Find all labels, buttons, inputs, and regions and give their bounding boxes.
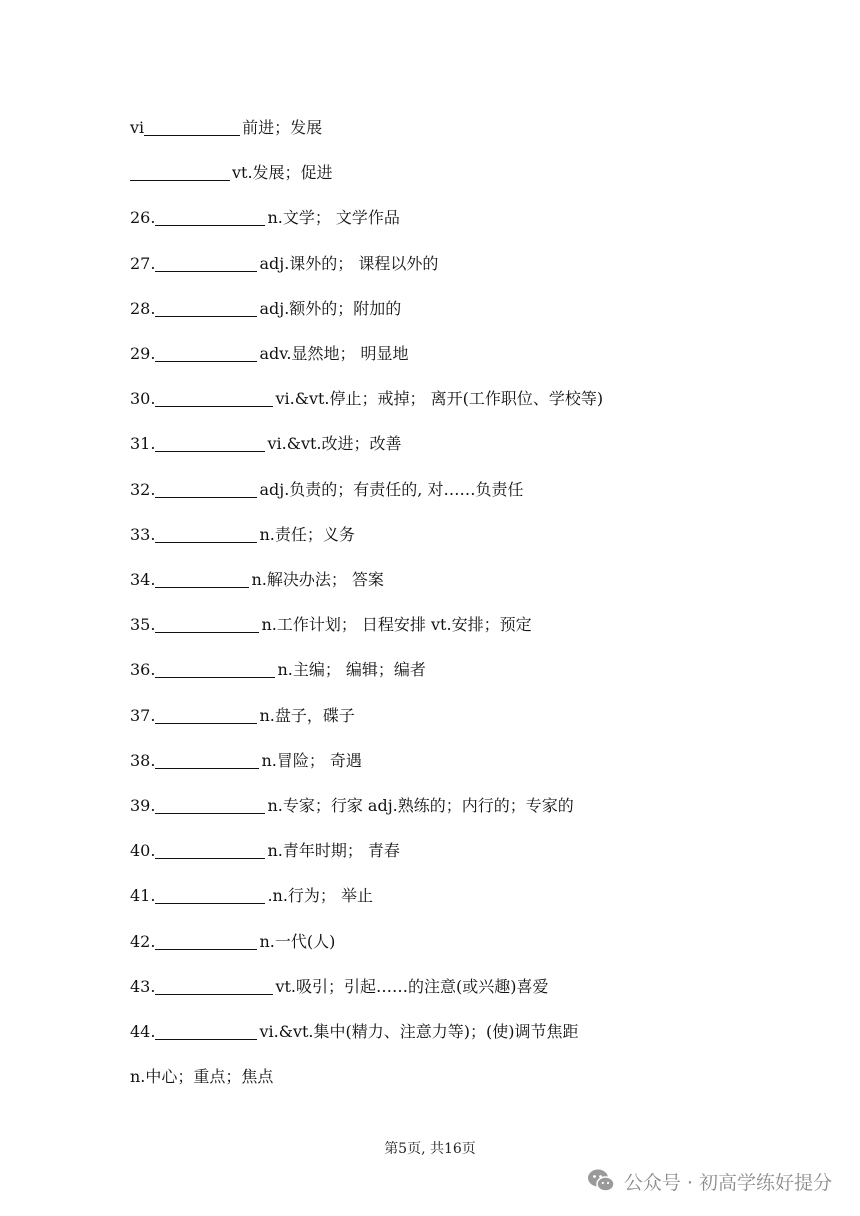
entry-number: 40. xyxy=(130,841,156,861)
answer-blank[interactable] xyxy=(155,659,275,678)
entry-meaning: n.青年时期； 青春 xyxy=(267,841,400,861)
entry-meaning: vt.发展；促进 xyxy=(232,163,333,183)
answer-blank[interactable] xyxy=(155,976,273,995)
vocab-entry xyxy=(130,839,400,863)
answer-blank[interactable] xyxy=(155,840,265,859)
entry-number: 38. xyxy=(130,750,156,770)
entry-number: 29. xyxy=(130,344,156,363)
watermark-text: 公众号 · 初高学练好提分 xyxy=(623,1171,832,1194)
vocab-entry xyxy=(130,749,362,773)
entry-number: 42. xyxy=(130,931,156,951)
entry-number: 37. xyxy=(130,705,156,725)
answer-blank[interactable] xyxy=(155,388,273,407)
vocab-entry xyxy=(130,613,532,637)
entry-number: 41. xyxy=(130,886,156,906)
entry-meaning: adj.负责的；有责任的, 对……负责任 xyxy=(259,479,524,499)
answer-blank[interactable] xyxy=(155,705,257,724)
answer-blank[interactable] xyxy=(155,885,265,904)
entry-meaning: n.解决办法； 答案 xyxy=(251,570,384,589)
vocab-entry xyxy=(130,478,523,502)
answer-blank[interactable] xyxy=(144,117,240,136)
answer-blank[interactable] xyxy=(155,207,265,226)
entry-number: 44. xyxy=(130,1022,156,1041)
vocab-entry xyxy=(130,161,333,185)
entry-meaning: 前进；发展 xyxy=(242,118,323,137)
entry-number: vi xyxy=(130,118,145,137)
answer-blank[interactable] xyxy=(155,479,257,498)
entry-number: 26. xyxy=(130,208,156,228)
wechat-icon xyxy=(586,1166,616,1196)
answer-blank[interactable] xyxy=(155,343,257,362)
vocab-entry xyxy=(130,930,335,954)
entry-meaning: vi.&vt.改进；改善 xyxy=(267,434,402,454)
vocab-entry xyxy=(130,252,438,276)
entry-meaning: n.冒险； 奇遇 xyxy=(261,750,362,770)
entry-meaning: vi.&vt.停止；戒掉； 离开(工作职位、学校等) xyxy=(275,389,604,409)
entry-meaning: n.工作计划； 日程安排 vt.安排；预定 xyxy=(261,615,532,635)
watermark xyxy=(586,1166,832,1196)
answer-blank[interactable] xyxy=(155,795,265,814)
entry-number: 31. xyxy=(130,434,156,454)
answer-blank[interactable] xyxy=(155,614,259,633)
entry-meaning: n.责任；义务 xyxy=(259,524,355,544)
entry-meaning: n.主编； 编辑；编者 xyxy=(277,660,426,680)
entry-meaning: n.专家；行家 adj.熟练的；内行的；专家的 xyxy=(267,796,574,815)
answer-blank[interactable] xyxy=(155,253,257,272)
entry-number: 28. xyxy=(130,298,156,318)
entry-meaning: n.文学； 文学作品 xyxy=(267,208,400,228)
entry-number: 27. xyxy=(130,253,156,273)
vocab-entry xyxy=(130,884,373,908)
entry-meaning: vi.&vt.集中(精力、注意力等)；(使)调节焦距 xyxy=(259,1022,579,1041)
vocab-entry xyxy=(130,1065,273,1089)
vocab-entry xyxy=(130,658,426,682)
answer-blank[interactable] xyxy=(155,931,257,950)
vocab-entry xyxy=(130,975,549,999)
vocab-entry xyxy=(130,297,401,321)
vocab-entry xyxy=(130,794,574,818)
entry-meaning: adj.课外的； 课程以外的 xyxy=(259,253,439,273)
entry-number: 34. xyxy=(130,570,156,589)
entry-meaning: .n.行为； 举止 xyxy=(267,886,374,906)
entry-meaning: n.一代(人) xyxy=(259,931,336,951)
vocab-entry xyxy=(130,523,355,547)
answer-blank[interactable] xyxy=(155,1021,257,1040)
page-footer: 第5页, 共16页 xyxy=(384,1141,476,1157)
answer-blank[interactable] xyxy=(155,298,257,317)
vocab-entry xyxy=(130,704,355,728)
vocab-entry xyxy=(130,1020,578,1044)
vocab-entry xyxy=(130,387,603,411)
answer-blank[interactable] xyxy=(155,750,259,769)
entry-meaning: n.中心；重点；焦点 xyxy=(130,1067,274,1087)
entry-number: 32. xyxy=(130,479,156,499)
entry-meaning: n.盘子，碟子 xyxy=(259,705,355,725)
vocab-entry xyxy=(130,432,402,456)
answer-blank[interactable] xyxy=(155,433,265,452)
entry-meaning: vt.吸引；引起……的注意(或兴趣)喜爱 xyxy=(275,976,549,996)
vocab-entry xyxy=(130,206,400,230)
answer-blank[interactable] xyxy=(155,524,257,543)
answer-blank[interactable] xyxy=(155,569,249,588)
entry-number: 43. xyxy=(130,976,156,996)
vocab-entry xyxy=(130,342,409,366)
entry-number: 33. xyxy=(130,524,156,544)
entry-number: 36. xyxy=(130,660,156,680)
entry-meaning: adv.显然地； 明显地 xyxy=(259,344,409,363)
vocab-entry xyxy=(130,568,384,592)
entry-meaning: adj.额外的；附加的 xyxy=(259,298,402,318)
entry-number: 30. xyxy=(130,389,156,409)
vocab-entry xyxy=(130,116,322,140)
entry-number: 35. xyxy=(130,615,156,635)
entry-number: 39. xyxy=(130,796,156,815)
answer-blank[interactable] xyxy=(130,162,230,181)
